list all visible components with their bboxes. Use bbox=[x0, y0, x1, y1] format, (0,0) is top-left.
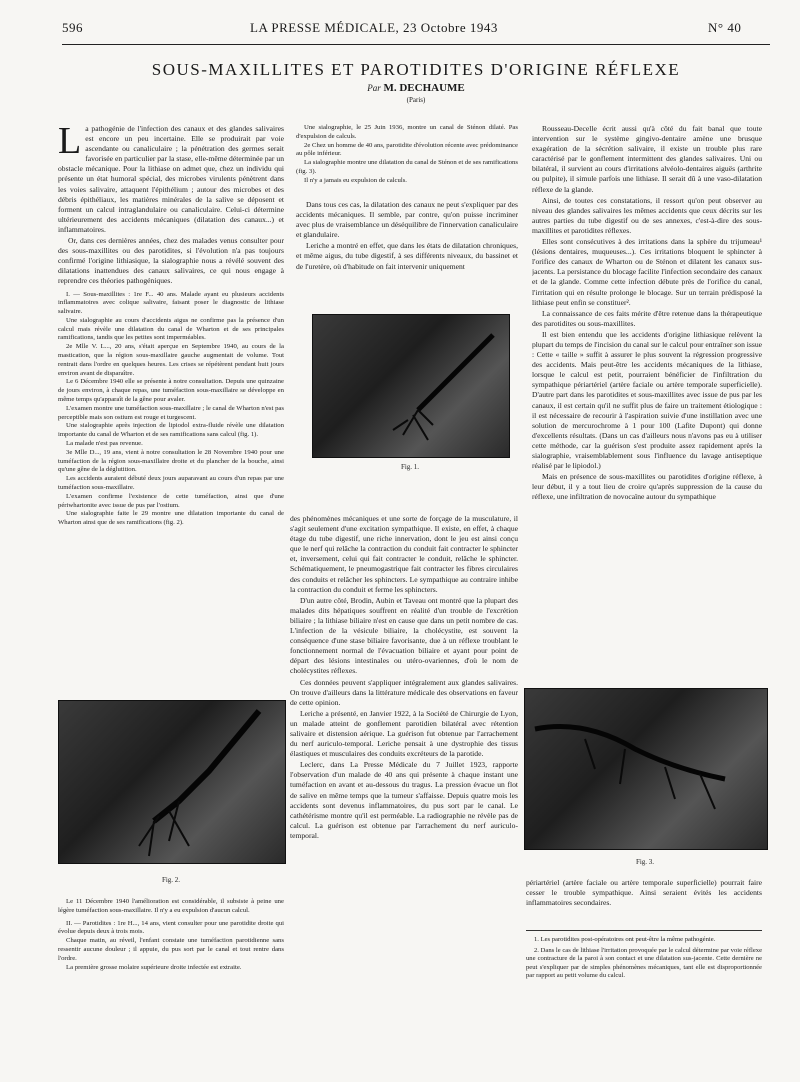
column-1-bottom bbox=[58, 898, 284, 1018]
column-2-top-notes bbox=[296, 124, 518, 192]
page-number: 596 bbox=[62, 20, 83, 35]
case-paragraph: L'examen montre une tuméfaction sous-maxillaire ; le canal de Wharton n'est pas perceptible mais son ostium est rouge et turgescent. bbox=[58, 404, 284, 421]
body-paragraph: Chaque matin, au réveil, l'enfant constate une tuméfaction parotidienne sans ressentir aucune douleur ; il appuie, du pus sort par le canal et tout rentre dans l'ordre. bbox=[58, 937, 284, 962]
byline bbox=[62, 82, 770, 94]
case-paragraph: L'examen confirme l'existence de cette tuméfaction, ainsi que d'une périwhartonite avec issue de pus par l'ostium. bbox=[58, 492, 284, 509]
figure-3-sialogram bbox=[525, 689, 767, 849]
body-paragraph: périartériel (artère faciale ou artère temporale superficielle) pourrait faire cesser le trouble sympathique. Ainsi seraient évités les accidents inflammatoires secondaires. bbox=[526, 878, 762, 908]
body-paragraph: D'un autre côté, Brodin, Aubin et Taveau ont montré que la plupart des malades dits hépatiques souffrent en réalité d'un trouble de l'excrétion biliaire ; la lithiase biliaire n'est en cause que dans un petit nombre de cas. L'infection de la vésicule biliaire, la cholécystite, est souvent la conséquence d'une stase biliaire favorisante, due à un réflexe troublant le fonctionnement normal de l'évacuation biliaire et ayant pour point de départ des lésions intestinales ou utéro-ovariennes, d'où le nom de cholécystites réflexes. bbox=[290, 595, 518, 676]
footnote: 2. Dans le cas de lithiase l'irritation provoquée par le calcul détermine par voie réflexe une contracture de la paroi à son contact et une dilatation sus-jacente. Cette dernière ne peut s'expliquer par de simples phénomènes mécaniques, tant elle est disproportionnée par rapport au petit volume du calcul. bbox=[526, 946, 762, 980]
body-paragraph: Le 11 Décembre 1940 l'amélioration est considérable, il subsiste à peine une légère tuméfaction sous-maxillaire. Il n'y a eu expulsion d'aucun calcul. bbox=[58, 898, 284, 914]
body-paragraph: Leriche a montré en effet, que dans les états de dilatation chroniques, et même aigus, du tube digestif, à ses différents niveaux, du bassinet et de l'uretère, où d'habitude on fait intervenir uniquement bbox=[296, 241, 518, 271]
intro-paragraph: La pathogénie de l'infection des canaux et des glandes salivaires est encore un peu incertaine. Elle se produirait par voie ascendante ou canaliculaire ; la pénétration des germes serait favorisée en particulier par la stase, elle-même déterminée par un obstacle mécanique. Pour la lithiase on admet que, chez un individu qui présente un état humoral spécial, des microbes virulents pénètrent dans les voies salivaire, attaquent l'épithélium ; autour des microbes et des débris épithéliaux, les matières minérales de la salive se déposent et forment un calcul intraglandulaire ou canaliculaire. Celui-ci détermine ultérieurement des accidents mécaniques (dilatation des canaux...) et inflammatoires. bbox=[58, 124, 284, 234]
body-paragraph: La première grosse molaire supérieure droite infectée est extraite. bbox=[66, 963, 242, 971]
body-paragraph: Il est bien entendu que les accidents d'origine lithiasique relèvent la plupart du temps de l'incision du canal sur le calcul pour entraîner son issue : Cette « taille » suffit à assurer le plus souvent la régression progressive des accidents. Mais peut-être les accidents mécaniques de la lithiase, lorsque le calcul est petit, pourraient bénéficier de l'infiltration du sympathique périartériel (artère faciale ou artère temporale superficielle). D'autre part dans les parotidites et sous-maxillites avec issue de pus par les canaux, il est certain qu'il ne suffit plus de faire un traitement étiologique : il est nécessaire de recourir à l'aspiration suivie d'une instillation avec une solution de mercurochrome à 1 pour 100 (Lafite Dupont) qui donne d'excellents résultats. (Dans un cas d'ailleurs nous n'avons pas eu à utiliser cette méthode, car la guérison s'est produite assez rapidement après la sialographie, vraisemblablement sous l'influence du lavage antiseptique réalisé par le lipiodol.) bbox=[532, 329, 762, 471]
body-paragraph: des phénomènes mécaniques et une sorte de forçage de la musculature, il s'agit seulement d'une excitation sympathique. Il existe, en effet, à chaque étage du tube digestif, une riche innervation, dont le jeu est ainsi conçu que le nerf qui relâche la contraction du conduit fait contracter le sphincter et, inversement, celui qui fait contracter le conduit, relâche le sphincter. Schématiquement, le pneumogastrique fait contracter les fibres circulaires des conduits et relâcher les sphincters. Le sympathique au contraire inhibe la contraction du conduit et ferme les sphincters. bbox=[290, 514, 518, 594]
case-paragraph: Il n'y a jamais eu expulsion de calculs. bbox=[304, 176, 407, 184]
case-paragraph: Une sialographie, le 25 Juin 1936, montre un canal de Sténon dilaté. Pas d'expulsion de calculs. bbox=[296, 124, 518, 140]
figure-3-image bbox=[524, 688, 768, 850]
journal-header: LA PRESSE MÉDICALE, 23 Octobre 1943 bbox=[250, 20, 498, 35]
body-paragraph: Dans tous ces cas, la dilatation des canaux ne peut s'expliquer par des accidents mécaniques. Il semble, par contre, qu'on puisse incriminer avec plus de vraisemblance un déséquilibre de l'innervation canaliculaire et glandulaire. bbox=[296, 200, 518, 240]
column-3-top bbox=[532, 124, 762, 680]
footnote: 1. Les parotidites post-opératoires ont peut-être la même pathogénie. bbox=[534, 936, 716, 943]
case-paragraph: Le 6 Décembre 1940 elle se présente à notre consultation. Depuis une quinzaine de jours environ, à chaque repas, une tuméfaction sous-maxillaire se développe en même temps qu'apparaît de la gêne pour avaler. bbox=[58, 378, 284, 404]
author-city: (Paris) bbox=[406, 96, 426, 104]
author-name: M. DECHAUME bbox=[383, 82, 465, 94]
case-paragraph: 3e Mlle D..., 19 ans, vient à notre consultation le 28 Novembre 1940 pour une tuméfaction de la région sous-maxillaire droite et du plancher de la bouche, ainsi qu'une gêne de la déglutition. bbox=[58, 448, 284, 474]
column-2-top bbox=[296, 200, 518, 310]
case-paragraph: I. — Sous-maxillites : 1re F... 40 ans. Malade ayant eu plusieurs accidents inflammatoires avec colique salivaire, faisant poser le diagnostic de lithiase salivaire. bbox=[58, 290, 284, 316]
body-paragraph: La connaissance de ces faits mérite d'être retenue dans la thérapeutique des parotidites ou sous-maxillites. bbox=[532, 308, 762, 328]
case-paragraph: La sialographie montre une dilatation du canal de Sténon et de ses ramifications (fig. 3). bbox=[296, 159, 518, 175]
figure-3-caption: Fig. 3. bbox=[635, 858, 655, 866]
body-paragraph: Mais en présence de sous-maxillites ou parotidites d'origine réflexe, à leur début, il y a tout lieu de croire qu'après suppression de la cause du réflexe, une infiltration de novocaïne autour du sympathique bbox=[532, 472, 762, 502]
body-paragraph: II. — Parotidites : 1re H..., 14 ans, vient consulter pour une parotidite droite qui évolue depuis deux à trois mois. bbox=[58, 919, 284, 936]
body-paragraph: Rousseau-Decelle écrit aussi qu'à côté du fait banal que toute intervention sur le système gingivo-dentaire amène une brusque exagération de la sécrétion salivaire, il existe un trouble plus rare caractérisé par le gonflement intermittent des glandes salivaires. Uni ou bilatéral, il survient au cours d'irritations alvéolo-dentaires aiguës (arthrite ou pulpite), il simule parfois une lithiase. Il serait dû à une vaso-dilatation réflexe de la glande. bbox=[532, 124, 762, 194]
case-paragraph: La malade n'est pas revenue. bbox=[66, 440, 143, 448]
case-paragraph: Une sialographie au cours d'accidents aigus ne confirme pas la présence d'un calcul mais révèle une dilatation du canal de Wharton et de ses principales ramifications, tandis que les petites sont imperméables. bbox=[58, 316, 284, 342]
figure-2-caption: Fig. 2. bbox=[161, 876, 181, 884]
body-paragraph: Or, dans ces dernières années, chez des malades venus consulter pour des sous-maxillites ou des parotidites, si l'évolution n'a pas toujours confirmé l'origine lithiasique, la sialographie nous a révélé souvent des dilatations inattendues des canaux salivaires, ce qui nous engage à reprendre ces théories pathogéniques. bbox=[58, 236, 284, 286]
article-title: SOUS-MAXILLITES ET PAROTIDITES D'ORIGINE RÉFLEXE bbox=[151, 60, 681, 79]
case-paragraph: Une sialographie après injection de lipiodol extra-fluide révèle une dilatation importante du canal de Wharton et de ses ramifications sans calcul (fig. 1). bbox=[58, 422, 284, 439]
figure-2-sialogram bbox=[59, 701, 285, 863]
figure-1-caption: Fig. 1. bbox=[400, 463, 420, 471]
case-paragraph: 2e Chez un homme de 40 ans, parotidite d'évolution récente avec prédominance au pôle inférieur. bbox=[296, 141, 518, 158]
column-3-bottom bbox=[526, 878, 762, 926]
case-paragraph: Une sialographie faite le 29 montre une dilatation importante du canal de Wharton ainsi que de ses ramifications (fig. 2). bbox=[58, 510, 284, 527]
body-paragraph: Ces données peuvent s'appliquer intégralement aux glandes salivaires. On trouve d'ailleurs dans la littérature médicale des observations en faveur de cette opinion. bbox=[290, 677, 518, 707]
body-paragraph: Elles sont consécutives à des irritations dans la sphère du trijumeau¹ (lésions dentaires, muqueuses...). Ces irritations bloquent le sphincter à l'orifice des canaux de Wharton ou de Sténon et dilatent les canaux sus-jacents. La persistance du blocage facilite l'infection secondaire des canaux et de la glande. Comme cette infection débute près de l'orifice du canal, l'irritation qui en résulte prolonge le blocage. Sur un terrain prédisposé la lithiase peut enfin se constituer². bbox=[532, 237, 762, 307]
case-paragraph: Les accidents auraient débuté deux jours auparavant au cours d'un repas par une tuméfaction sous-maxillaire. bbox=[58, 475, 284, 492]
body-paragraph: Leclerc, dans La Presse Médicale du 7 Juillet 1923, rapporte l'observation d'un malade de 40 ans qui présente à chaque instant une tuméfaction en avant et au-dessous du tragus. La pression évacue un flot de salive en même temps que la tumeur s'affaisse. Depuis quatre mois les accidents sont devenus inflammatoires, du pus sort par le canal. Le cathétérisme montre qu'il est perméable. La radiographie ne révèle pas de calcul. La guérison est obtenue par l'arrachement du nerf auriculo-temporal. bbox=[290, 760, 518, 840]
case-paragraph: 2e Mlle V. L..., 20 ans, s'était aperçue en Septembre 1940, au cours de la mastication, que la région sous-maxillaire gauche augmentait de volume. Tout rentrait dans l'ordre en quelques heures. Les crises se répétèrent pendant huit jours environ avant de disparaître. bbox=[58, 343, 284, 377]
footnotes bbox=[526, 936, 762, 1016]
figure-1-image bbox=[312, 314, 510, 458]
figure-2-image bbox=[58, 700, 286, 864]
issue-number: N° 40 bbox=[708, 20, 742, 35]
drop-cap: L bbox=[58, 124, 82, 162]
column-2-bottom bbox=[290, 514, 518, 1022]
body-paragraph: Ainsi, de toutes ces constatations, il ressort qu'on peut observer au niveau des glandes salivaires les mêmes accidents que ceux décrits sur les autres parties du tube digestif ou de ses annexes, c'est-à-dire des sous-maxillites et parotidites réflexes. bbox=[532, 195, 762, 235]
column-1 bbox=[58, 124, 284, 679]
footnote-rule bbox=[526, 930, 762, 931]
byline-prefix: Par bbox=[367, 83, 381, 93]
figure-1-sialogram bbox=[313, 315, 509, 457]
body-paragraph: Leriche a présenté, en Janvier 1922, à la Société de Chirurgie de Lyon, un malade atteint de gonflement parotidien bilatéral avec rétention salivaire et distension aérique. La guérison fut obtenue par l'arrachement du nerf auriculo-temporal. Leriche pensait à une dystrophie des tissus élastiques et musculaires des conduits excréteurs de la parotide. bbox=[290, 708, 518, 759]
case-reports bbox=[58, 291, 284, 529]
header-rule bbox=[62, 44, 770, 45]
